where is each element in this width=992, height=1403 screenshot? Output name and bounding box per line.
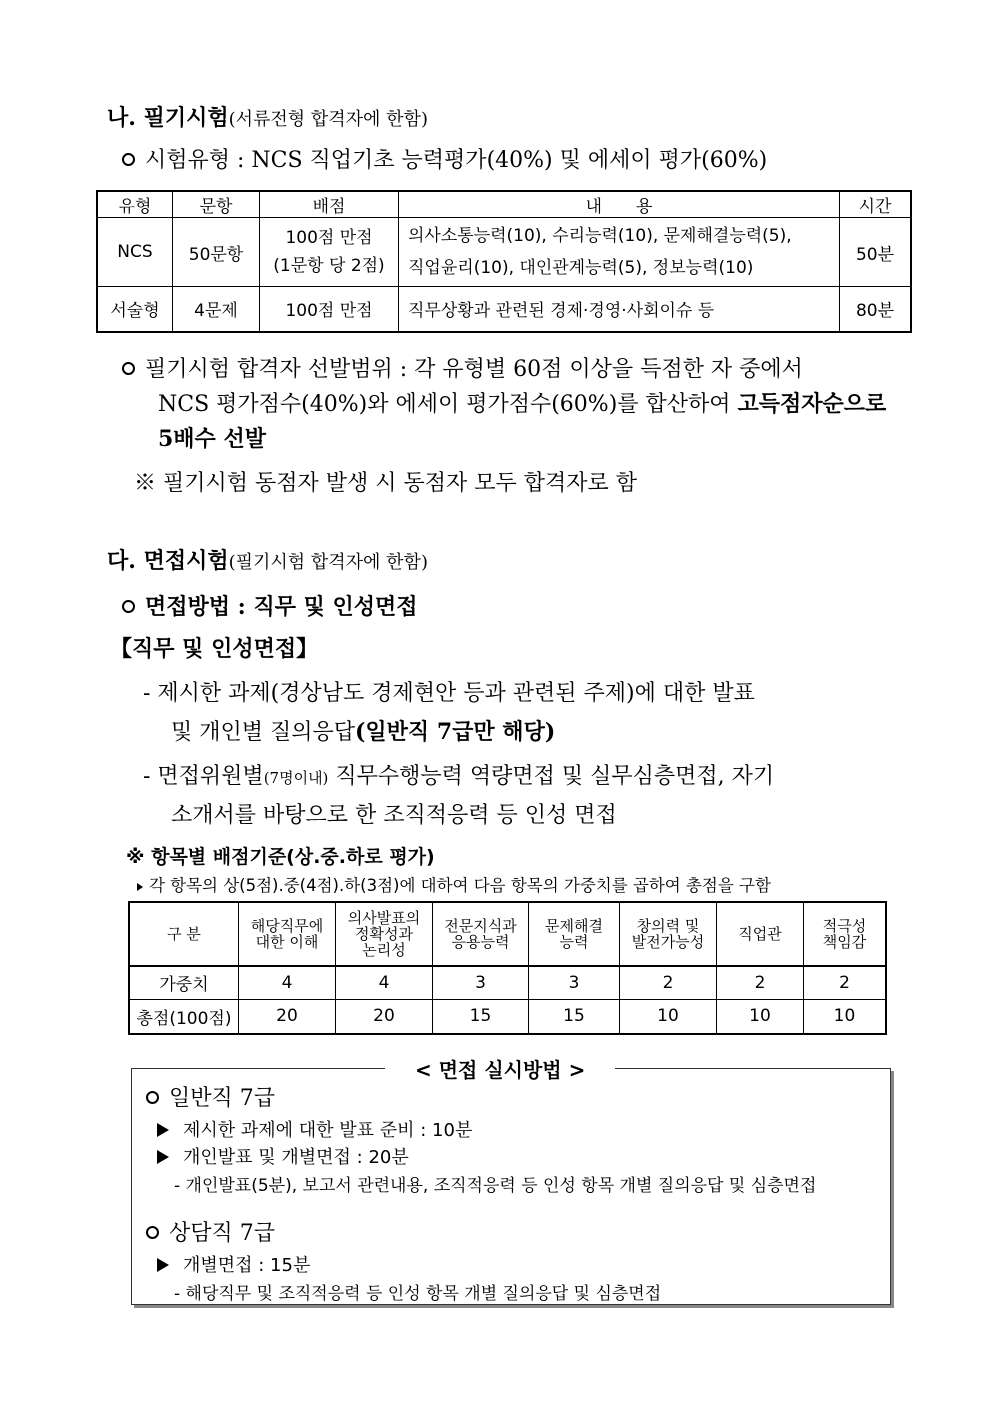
group1-sub: - 개인발표(5분), 보고서 관련내용, 조직적응력 등 인성 항목 개별 질의응답 및 심층면접 [174, 1176, 817, 1196]
score-note-desc-line [137, 872, 771, 896]
dash-line [143, 758, 774, 797]
header-text: 의사발표의 [347, 909, 421, 927]
exam-type-text: 시험유형 : NCS 직업기초 능력평가(40%) 및 에세이 평가(60%) [145, 148, 768, 173]
section-da-title: 다. 면접시험 [107, 548, 229, 574]
triangle-bullet-icon [157, 1150, 169, 1164]
interview-method-line [122, 590, 418, 621]
group1-item [157, 1116, 472, 1142]
dash-item-2 [143, 758, 774, 835]
group1-item [157, 1143, 409, 1169]
group2-sub: - 해당직무 및 조직적응력 등 인성 항목 개별 질의응답 및 심층면접 [174, 1284, 662, 1304]
circle-bullet-icon [122, 153, 135, 166]
header-text: 해당직무에 [250, 917, 324, 935]
score-note-title: ※ 항목별 배점기준(상.중.하로 평가) [126, 846, 435, 868]
table-cell: 4 [336, 966, 433, 999]
table-row [129, 966, 886, 999]
cell-score: 100점 만점 [260, 287, 399, 332]
cell-type: 서술형 [97, 287, 173, 332]
header-cell [336, 902, 433, 966]
selection-line-text: NCS 평가점수(40%)와 에세이 평가점수(60%)를 합산하여 [158, 392, 738, 417]
header-text: 정확성과 [355, 925, 413, 943]
table-cell: 4 [239, 966, 336, 999]
selection-paragraph [122, 352, 886, 457]
interview-method-text: 면접방법 : 직무 및 인성면접 [145, 594, 418, 620]
group2-title: 상담직 7급 [169, 1221, 275, 1246]
dash-item-1 [143, 675, 755, 752]
header-text: 능력 [559, 933, 589, 951]
header-cell [129, 902, 239, 966]
dash-text: 및 개인별 질의응답 [171, 720, 356, 745]
section-na-heading [107, 101, 428, 132]
dash-emphasis: (일반직 7급만 해당) [355, 719, 556, 745]
header-cell [239, 902, 336, 966]
cell-content [399, 218, 840, 287]
cell-content-line: 의사소통능력(10), 수리능력(10), 문제해결능력(5), [408, 226, 792, 246]
cell-time: 50분 [840, 218, 912, 287]
section-da-heading [107, 544, 428, 575]
header-cell: 문항 [173, 191, 260, 218]
box-title: < 면접 실시방법 > [385, 1054, 615, 1083]
cell-content: 직무상황과 관련된 경제·경영·사회이슈 등 [399, 287, 840, 332]
cell-count: 4문제 [173, 287, 260, 332]
table-cell: 2 [620, 966, 717, 999]
table-cell: 15 [433, 999, 529, 1034]
circle-bullet-icon [122, 600, 135, 613]
circle-bullet-icon [146, 1091, 159, 1104]
group1-title-line [146, 1081, 275, 1112]
header-cell: 유형 [97, 191, 173, 218]
group2-item [157, 1251, 310, 1277]
table-row [97, 218, 911, 287]
cell-time: 80분 [840, 287, 912, 332]
header-text: 책임감 [822, 933, 867, 951]
row-label: 가중치 [129, 966, 239, 999]
triangle-bullet-icon [157, 1258, 169, 1272]
score-weight-table [128, 901, 887, 1035]
table-cell: 2 [717, 966, 804, 999]
header-cell: 시간 [840, 191, 912, 218]
header-text: 대한 이해 [255, 933, 319, 951]
small-triangle-icon [137, 883, 143, 891]
header-text: 적극성 [822, 917, 867, 935]
header-cell: 배점 [260, 191, 399, 218]
group1-title: 일반직 7급 [169, 1086, 275, 1111]
table-cell: 10 [717, 999, 804, 1034]
table-cell: 3 [529, 966, 620, 999]
circle-bullet-icon [146, 1226, 159, 1239]
circle-bullet-icon [122, 362, 135, 375]
bracket-title: 【직무 및 인성면접】 [110, 636, 319, 662]
selection-line-text: 필기시험 합격자 선발범위 : 각 유형별 60점 이상을 득점한 자 중에서 [145, 357, 803, 382]
header-cell [529, 902, 620, 966]
selection-line: 5배수 선발 [158, 426, 266, 452]
table-header-row [97, 191, 911, 218]
header-cell [804, 902, 887, 966]
table-row [129, 999, 886, 1034]
table-cell: 20 [239, 999, 336, 1034]
tie-note: ※ 필기시험 동점자 발생 시 동점자 모두 합격자로 함 [134, 471, 637, 496]
written-exam-table [96, 190, 912, 333]
dash-line [143, 713, 755, 752]
cell-score [260, 218, 399, 287]
header-text: 직업관 [738, 925, 782, 943]
selection-line [122, 352, 886, 387]
header-text: 창의력 및 [636, 917, 700, 935]
header-text: 논리성 [362, 941, 406, 959]
table-cell: 10 [804, 999, 887, 1034]
dash-text: 직무수행능력 역량면접 및 실무심층면접, 자기 [328, 764, 775, 789]
group2-title-line [146, 1216, 275, 1247]
selection-line [122, 387, 886, 422]
header-text: 발전가능성 [631, 933, 705, 951]
cell-type: NCS [97, 218, 173, 287]
dash-line: - 제시한 과제(경상남도 경제현안 등과 관련된 주제)에 대한 발표 [143, 681, 755, 706]
table-row [97, 287, 911, 332]
header-text: 문제해결 [545, 917, 603, 935]
row-label: 총점(100점) [129, 999, 239, 1034]
score-note-desc: 각 항목의 상(5점).중(4점).하(3점)에 대하여 다음 항목의 가중치를 곱하여 총점을 구함 [149, 876, 771, 895]
dash-small: (7명이내) [263, 769, 329, 787]
selection-emphasis: 고득점자순으로 [737, 391, 887, 417]
cell-score-line: (1문항 당 2점) [273, 256, 385, 276]
header-text: 응용능력 [451, 933, 510, 951]
section-na-title: 나. 필기시험 [107, 105, 229, 131]
header-cell [717, 902, 804, 966]
table-cell: 20 [336, 999, 433, 1034]
table-cell: 15 [529, 999, 620, 1034]
section-da-subtitle: (필기시험 합격자에 한함) [228, 552, 428, 573]
dash-text: - 면접위원별 [143, 764, 264, 789]
group1-item-text: 개인발표 및 개별면접 : 20분 [183, 1147, 409, 1168]
exam-type-line [122, 143, 767, 174]
header-cell [433, 902, 529, 966]
table-header-row [129, 902, 886, 966]
table-cell: 10 [620, 999, 717, 1034]
group1-item-text: 제시한 과제에 대한 발표 준비 : 10분 [183, 1120, 473, 1141]
section-na-subtitle: (서류전형 합격자에 한함) [228, 109, 428, 130]
table-cell: 3 [433, 966, 529, 999]
cell-content-line: 직업윤리(10), 대인관계능력(5), 정보능력(10) [408, 258, 754, 278]
cell-score-line: 100점 만점 [285, 228, 373, 248]
header-text: 전문지식과 [444, 917, 517, 935]
header-text: 구 분 [167, 925, 201, 943]
dash-line: 소개서를 바탕으로 한 조직적응력 등 인성 면접 [171, 803, 617, 828]
group2-item-text: 개별면접 : 15분 [183, 1255, 311, 1276]
triangle-bullet-icon [157, 1123, 169, 1137]
header-cell: 내 용 [399, 191, 840, 218]
table-cell: 2 [804, 966, 887, 999]
header-cell [620, 902, 717, 966]
cell-count: 50문항 [173, 218, 260, 287]
